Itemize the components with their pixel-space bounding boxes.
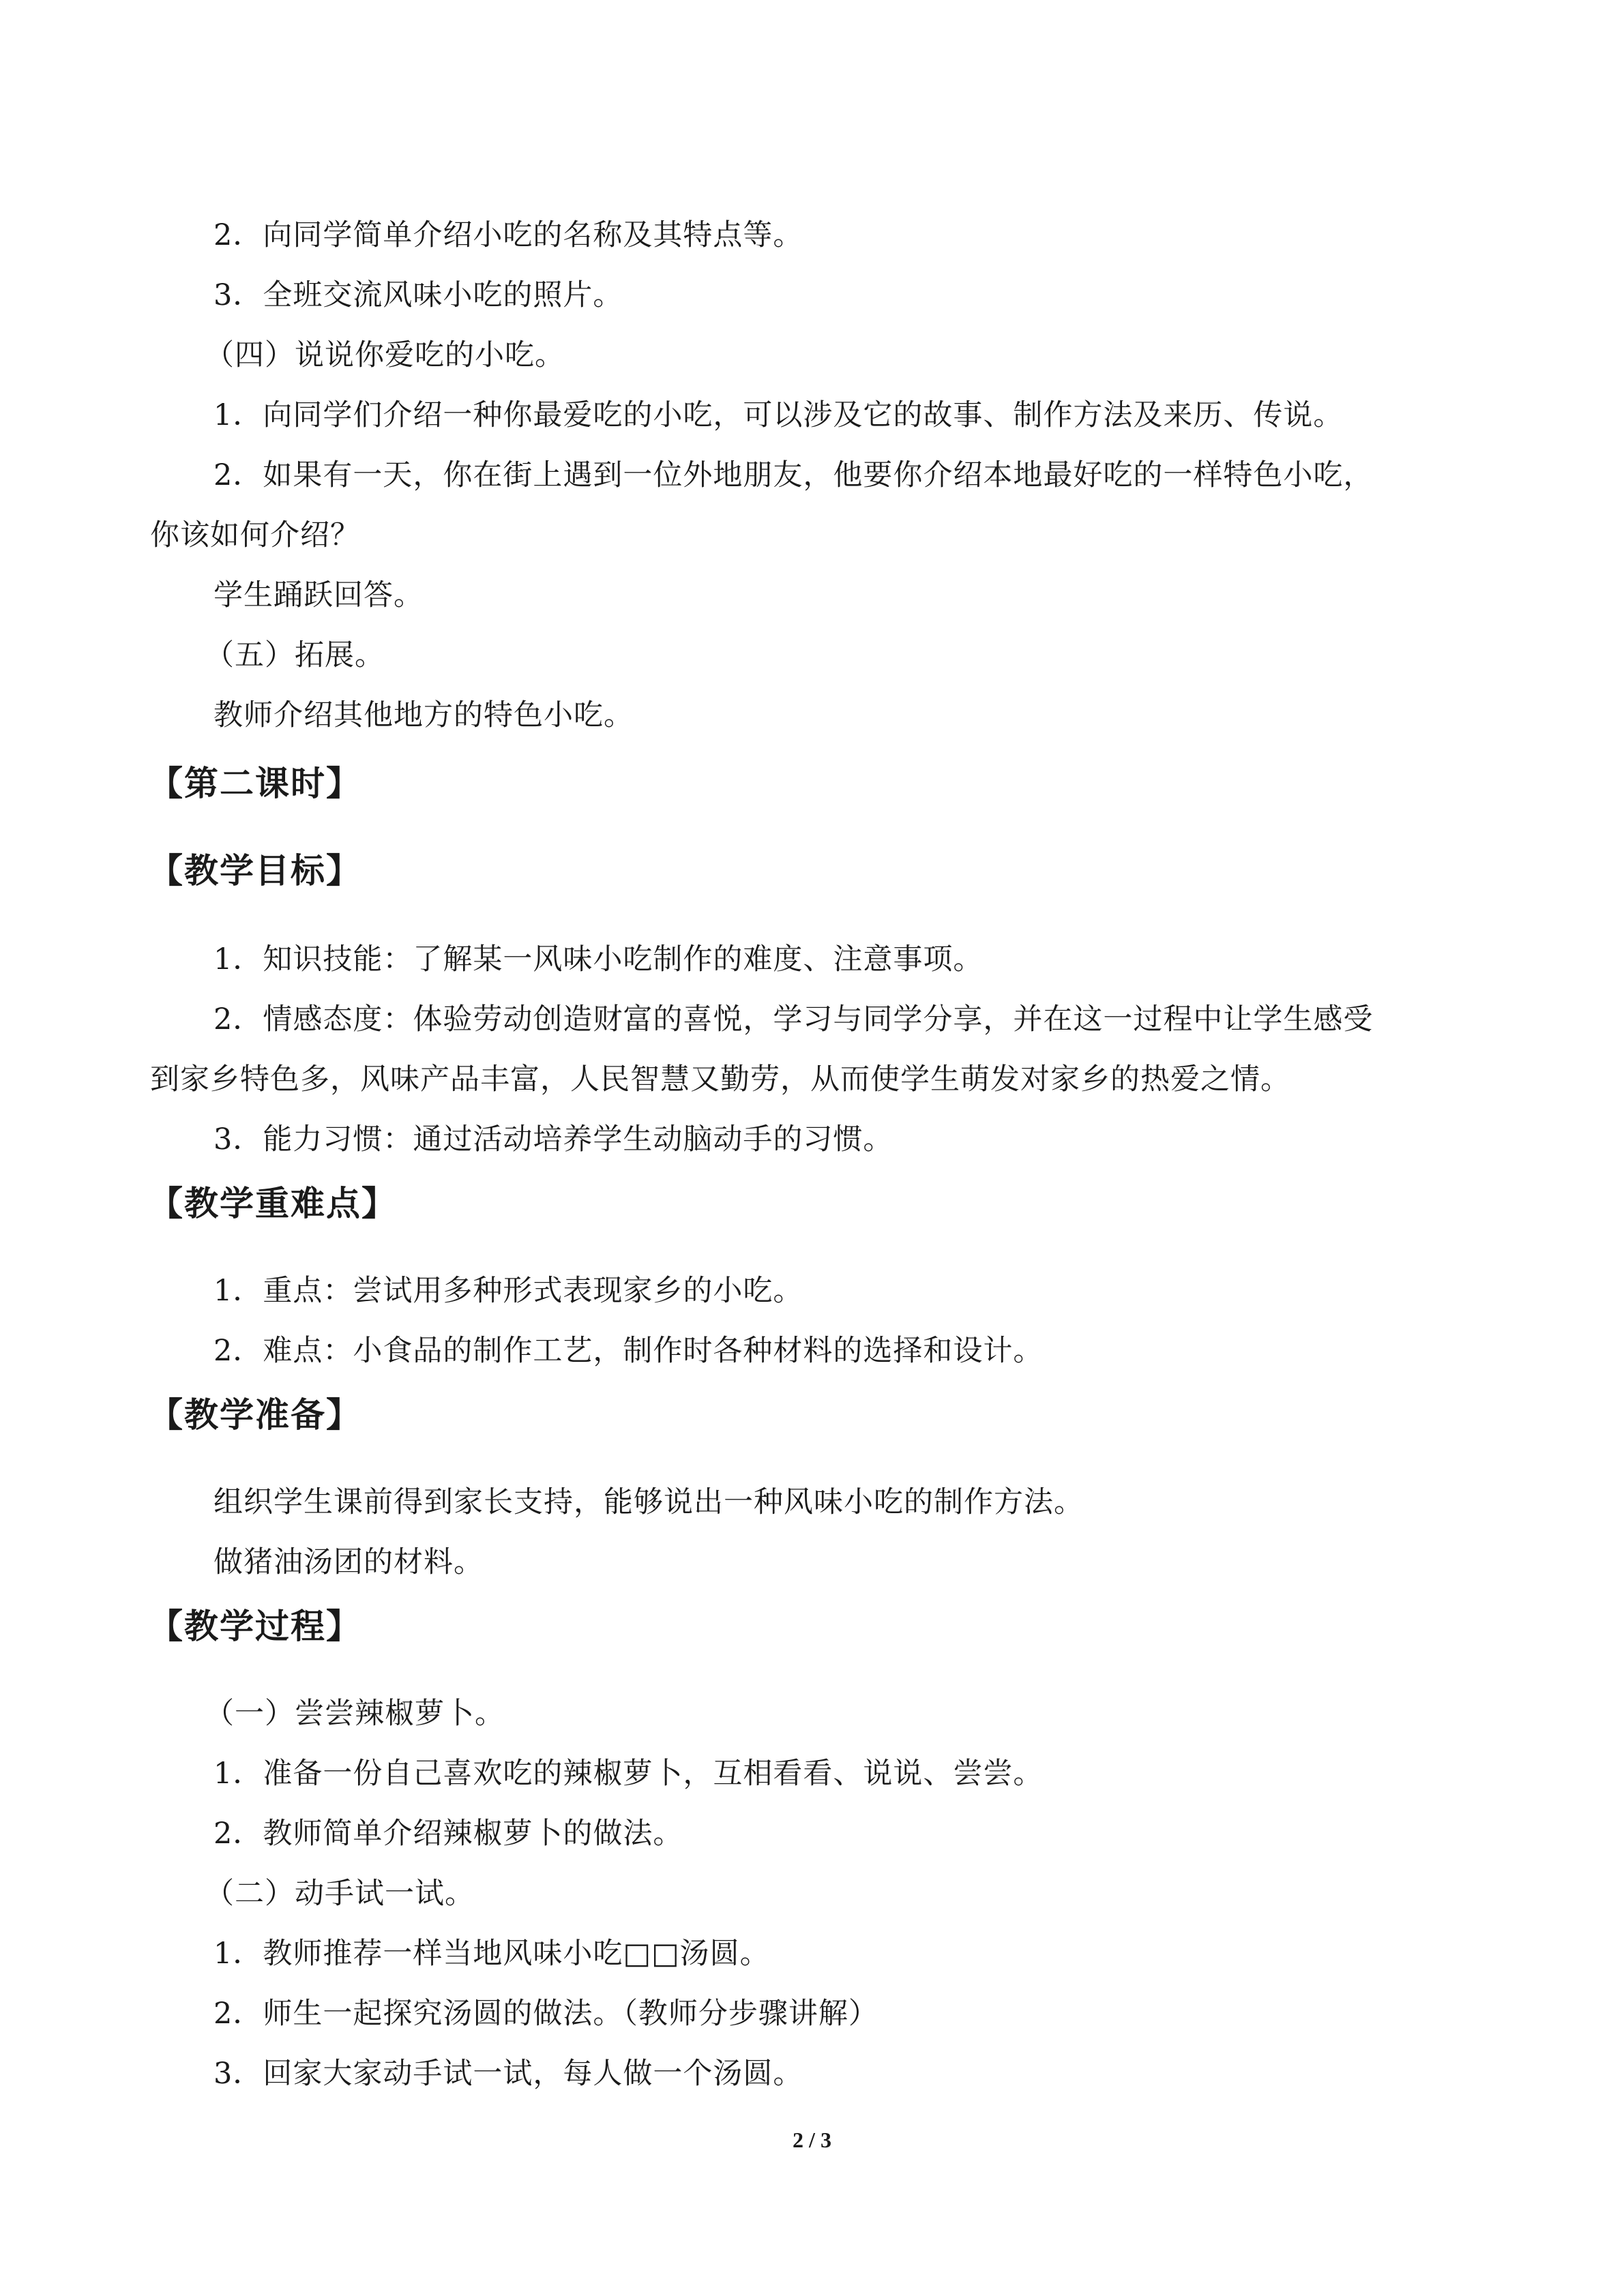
paragraph-line: 1．准备一份自己喜欢吃的辣椒萝卜，互相看看、说说、尝尝。 xyxy=(213,1757,1044,1791)
paragraph-line: 做猪油汤团的材料。 xyxy=(213,1545,484,1579)
page-number: 2 / 3 xyxy=(793,2128,831,2152)
section-subtitle: （五）拓展。 xyxy=(205,638,385,672)
section-subtitle: （四）说说你爱吃的小吃。 xyxy=(205,338,565,372)
paragraph-line: 到家乡特色多，风味产品丰富，人民智慧又勤劳，从而使学生萌发对家乡的热爱之情。 xyxy=(150,1062,1290,1097)
section-subtitle: （一）尝尝辣椒萝卜。 xyxy=(205,1697,505,1731)
paragraph-line: 1．知识技能：了解某一风味小吃制作的难度、注意事项。 xyxy=(213,942,984,976)
paragraph-line: 2．如果有一天，你在街上遇到一位外地朋友，他要你介绍本地最好吃的一样特色小吃， xyxy=(213,458,1374,492)
paragraph-line: 2．师生一起探究汤圆的做法。（教师分步骤讲解） xyxy=(213,1997,879,2031)
paragraph-line: 1．教师推荐一样当地风味小吃□□汤圆。 xyxy=(213,1937,770,1971)
paragraph-line: 3．回家大家动手试一试，每人做一个汤圆。 xyxy=(213,2057,803,2091)
paragraph-line: 学生踊跃回答。 xyxy=(213,578,424,612)
paragraph-line: 2．向同学简单介绍小吃的名称及其特点等。 xyxy=(213,218,803,252)
section-heading: 【教学准备】 xyxy=(149,1395,361,1435)
paragraph-line: 组织学生课前得到家长支持，能够说出一种风味小吃的制作方法。 xyxy=(213,1485,1084,1519)
section-heading: 【教学过程】 xyxy=(149,1607,361,1646)
section-subtitle: （二）动手试一试。 xyxy=(205,1877,475,1911)
paragraph-line: 教师介绍其他地方的特色小吃。 xyxy=(213,698,634,732)
section-heading: 【第二课时】 xyxy=(149,764,361,803)
section-heading: 【教学目标】 xyxy=(149,851,361,891)
paragraph-line: 2．难点：小食品的制作工艺，制作时各种材料的选择和设计。 xyxy=(213,1334,1044,1368)
paragraph-line: 3．全班交流风味小吃的照片。 xyxy=(213,278,623,312)
paragraph-line: 3．能力习惯：通过活动培养学生动脑动手的习惯。 xyxy=(213,1122,894,1157)
paragraph-line: 你该如何介绍？ xyxy=(150,518,360,552)
paragraph-line: 1．向同学们介绍一种你最爱吃的小吃，可以涉及它的故事、制作方法及来历、传说。 xyxy=(213,398,1344,432)
paragraph-line: 2．教师简单介绍辣椒萝卜的做法。 xyxy=(213,1817,683,1851)
paragraph-line: 1．重点：尝试用多种形式表现家乡的小吃。 xyxy=(213,1274,803,1308)
section-heading: 【教学重难点】 xyxy=(149,1184,397,1223)
paragraph-line: 2．情感态度：体验劳动创造财富的喜悦，学习与同学分享，并在这一过程中让学生感受 xyxy=(213,1002,1374,1037)
